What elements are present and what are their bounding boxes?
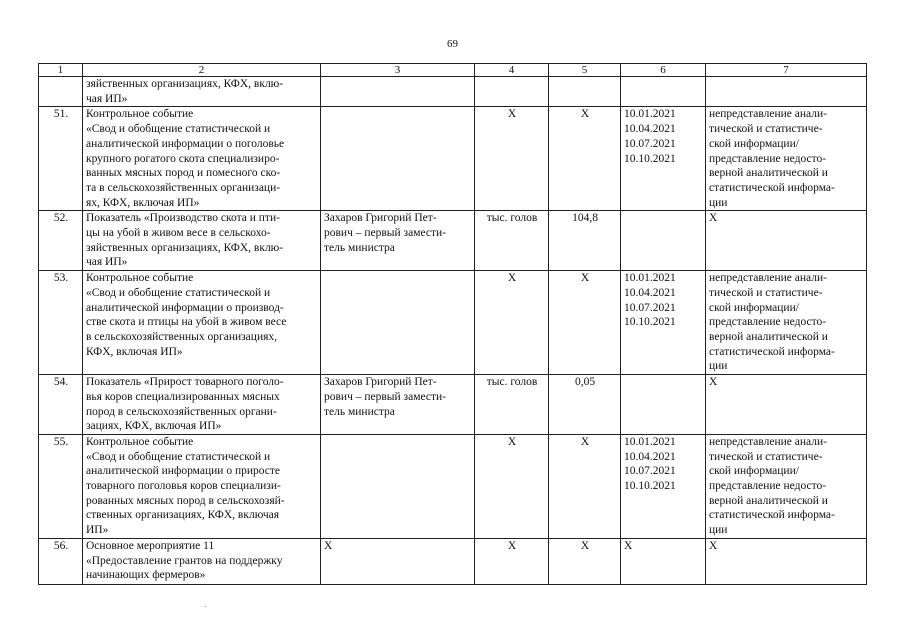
table-row — [39, 107, 867, 211]
risk-cell — [706, 434, 867, 538]
value-text: 104,8 — [572, 212, 598, 225]
deadline-date: 10.04.2021 — [624, 123, 676, 136]
measure-name-line: вья коров специализированных мясных — [86, 390, 280, 403]
value-text: Х — [580, 435, 590, 448]
value-text: Х — [580, 539, 590, 552]
row-number-cell — [39, 434, 83, 538]
measure-name-line: ственных организациях, КФХ, включая — [86, 509, 280, 522]
measure-name-line: ИП» — [86, 524, 109, 537]
risk-line: непредставление анали- — [709, 272, 827, 285]
measure-name-line: начинающих фермеров» — [86, 569, 206, 582]
unit-text: Х — [507, 272, 517, 285]
unit-cell — [475, 77, 549, 107]
column-header: 7 — [706, 64, 867, 77]
deadline-date: 10.10.2021 — [624, 480, 676, 493]
value-cell — [549, 271, 621, 375]
deadline-cell — [621, 77, 706, 107]
unit-cell — [475, 434, 549, 538]
measure-name-line: аналитической информации о производ- — [86, 301, 284, 314]
value-text: Х — [580, 272, 590, 285]
measure-name-line: чая ИП» — [86, 256, 128, 269]
measure-name-line: стве скота и птицы на убой в живом весе — [86, 316, 287, 329]
unit-text: тыс. голов — [486, 212, 538, 225]
measure-name-line: цы на убой в живом весе в сельскохо- — [86, 227, 271, 240]
row-number: 55. — [53, 435, 69, 448]
row-number-cell — [39, 77, 83, 107]
unit-cell — [475, 271, 549, 375]
table-row — [39, 77, 867, 107]
risk-cell — [706, 77, 867, 107]
risk-line: тической и статистиче- — [709, 450, 823, 463]
row-number-cell — [39, 375, 83, 435]
deadline-date: 10.10.2021 — [624, 316, 676, 329]
column-header: 6 — [621, 64, 706, 77]
measure-name-line: «Свод и обобщение статистической и — [86, 450, 271, 463]
measure-name-cell — [83, 107, 321, 211]
measure-name-cell — [83, 375, 321, 435]
value-cell — [549, 434, 621, 538]
responsible-line: Х — [324, 539, 333, 552]
deadline-date: 10.07.2021 — [624, 465, 676, 478]
risk-line: ции — [709, 196, 728, 209]
measure-name-line: «Предоставление грантов на поддержку — [86, 554, 283, 567]
measure-name-line: зяйственных организациях, КФХ, вклю- — [86, 241, 284, 254]
responsible-line: Захаров Григорий Пет- — [324, 212, 437, 225]
scan-speck — [205, 606, 206, 607]
table-row — [39, 211, 867, 271]
measure-name-line: зациях, КФХ, включая ИП» — [86, 420, 222, 433]
deadline-date: 10.10.2021 — [624, 152, 676, 165]
risk-line: верной аналитической и — [709, 167, 828, 180]
responsible-cell — [321, 77, 475, 107]
value-cell — [549, 77, 621, 107]
value-cell — [549, 107, 621, 211]
column-header: 2 — [83, 64, 321, 77]
risk-line: тической и статистиче- — [709, 123, 823, 136]
unit-cell — [475, 211, 549, 271]
measure-name-line: Основное мероприятие 11 — [86, 539, 215, 552]
value-cell — [549, 375, 621, 435]
measure-name-cell — [83, 434, 321, 538]
deadline-date: Х — [624, 539, 633, 552]
deadline-cell — [621, 538, 706, 584]
column-number-row — [39, 64, 867, 77]
row-number: 56. — [53, 539, 69, 552]
measure-name-line: рованных мясных пород в сельскохозяй- — [86, 494, 285, 507]
measure-name-line: Контрольное событие — [86, 108, 194, 121]
measure-name-cell — [83, 211, 321, 271]
deadline-date: 10.01.2021 — [624, 435, 676, 448]
risk-line: верной аналитической и — [709, 494, 828, 507]
measure-name-line: зяйственных организациях, КФХ, вклю- — [86, 78, 284, 90]
risk-line: представление недосто- — [709, 152, 827, 165]
measure-name-line: ванных мясных пород и помесного ско- — [86, 167, 281, 180]
risk-line: Х — [709, 376, 718, 389]
risk-line: тической и статистиче- — [709, 286, 823, 299]
responsible-line: Захаров Григорий Пет- — [324, 376, 437, 389]
measure-name-line: крупного рогатого скота специализиро- — [86, 152, 280, 165]
deadline-date: 10.07.2021 — [624, 301, 676, 314]
responsible-line: тель министра — [324, 405, 395, 418]
unit-text: тыс. голов — [486, 376, 538, 389]
unit-cell — [475, 375, 549, 435]
deadline-date: 10.04.2021 — [624, 450, 676, 463]
risk-cell — [706, 107, 867, 211]
risk-line: непредставление анали- — [709, 108, 827, 121]
deadline-date: 10.01.2021 — [624, 272, 676, 285]
deadline-cell — [621, 107, 706, 211]
row-number-cell — [39, 538, 83, 584]
risk-line: статистической информа- — [709, 509, 835, 522]
risk-cell — [706, 375, 867, 435]
row-number: 54. — [53, 376, 69, 389]
measure-name-line: товарного поголовья коров специализи- — [86, 480, 281, 493]
deadline-date: 10.04.2021 — [624, 286, 676, 299]
value-text: Х — [580, 108, 590, 121]
risk-line: Х — [709, 212, 718, 225]
measure-name-line: в сельскохозяйственных организациях, — [86, 330, 278, 343]
unit-text: Х — [507, 435, 517, 448]
measure-name-line: Показатель «Производство скота и пти- — [86, 212, 280, 225]
risk-cell — [706, 271, 867, 375]
responsible-line: рович – первый замести- — [324, 390, 446, 403]
column-header: 5 — [549, 64, 621, 77]
row-number-cell — [39, 211, 83, 271]
measure-name-line: Контрольное событие — [86, 435, 194, 448]
row-number-cell — [39, 271, 83, 375]
risk-line: представление недосто- — [709, 480, 827, 493]
risk-line: верной аналитической и — [709, 330, 828, 343]
responsible-cell — [321, 271, 475, 375]
unit-text: Х — [507, 108, 517, 121]
column-header: 3 — [321, 64, 475, 77]
measure-name-line: ях, КФХ, включая ИП» — [86, 196, 200, 209]
responsible-cell — [321, 375, 475, 435]
deadline-cell — [621, 211, 706, 271]
risk-line: ции — [709, 360, 728, 373]
measure-name-line: «Свод и обобщение статистической и — [86, 123, 271, 136]
measure-name-cell — [83, 77, 321, 107]
responsible-line: тель министра — [324, 241, 395, 254]
row-number: 51. — [53, 108, 69, 121]
table-row — [39, 538, 867, 584]
risk-line: ской информации/ — [709, 301, 799, 314]
row-number: 53. — [53, 272, 69, 285]
plan-table — [38, 63, 867, 585]
value-cell — [549, 538, 621, 584]
unit-text: Х — [507, 539, 517, 552]
risk-cell — [706, 538, 867, 584]
column-header: 1 — [39, 64, 83, 77]
risk-line: статистической информа- — [709, 181, 835, 194]
risk-line: непредставление анали- — [709, 435, 827, 448]
deadline-date: 10.01.2021 — [624, 108, 676, 121]
unit-cell — [475, 538, 549, 584]
measure-name-line: аналитической информации о поголовье — [86, 137, 285, 150]
risk-line: ции — [709, 524, 728, 537]
measure-name-line: пород в сельскохозяйственных органи- — [86, 405, 277, 418]
page-number: 69 — [447, 38, 458, 50]
deadline-date: 10.07.2021 — [624, 137, 676, 150]
measure-name-line: КФХ, включая ИП» — [86, 345, 183, 358]
table-row — [39, 375, 867, 435]
responsible-cell — [321, 107, 475, 211]
value-cell — [549, 211, 621, 271]
measure-name-line: чая ИП» — [86, 92, 128, 105]
table-row — [39, 434, 867, 538]
responsible-line: рович – первый замести- — [324, 227, 446, 240]
risk-line: Х — [709, 539, 718, 552]
unit-cell — [475, 107, 549, 211]
responsible-cell — [321, 211, 475, 271]
column-header: 4 — [475, 64, 549, 77]
measure-name-cell — [83, 538, 321, 584]
measure-name-line: та в сельскохозяйственных организаци- — [86, 181, 281, 194]
deadline-cell — [621, 375, 706, 435]
responsible-cell — [321, 538, 475, 584]
measure-name-cell — [83, 271, 321, 375]
risk-cell — [706, 211, 867, 271]
table-row — [39, 271, 867, 375]
value-text: 0,05 — [574, 376, 596, 389]
deadline-cell — [621, 434, 706, 538]
responsible-cell — [321, 434, 475, 538]
measure-name-line: Контрольное событие — [86, 272, 194, 285]
measure-name-line: «Свод и обобщение статистической и — [86, 286, 271, 299]
risk-line: ской информации/ — [709, 465, 799, 478]
row-number: 52. — [53, 212, 69, 225]
measure-name-line: аналитической информации о приросте — [86, 465, 281, 478]
risk-line: ской информации/ — [709, 137, 799, 150]
risk-line: статистической информа- — [709, 345, 835, 358]
measure-name-line: Показатель «Прирост товарного поголо- — [86, 376, 284, 389]
row-number-cell — [39, 107, 83, 211]
deadline-cell — [621, 271, 706, 375]
risk-line: представление недосто- — [709, 316, 827, 329]
